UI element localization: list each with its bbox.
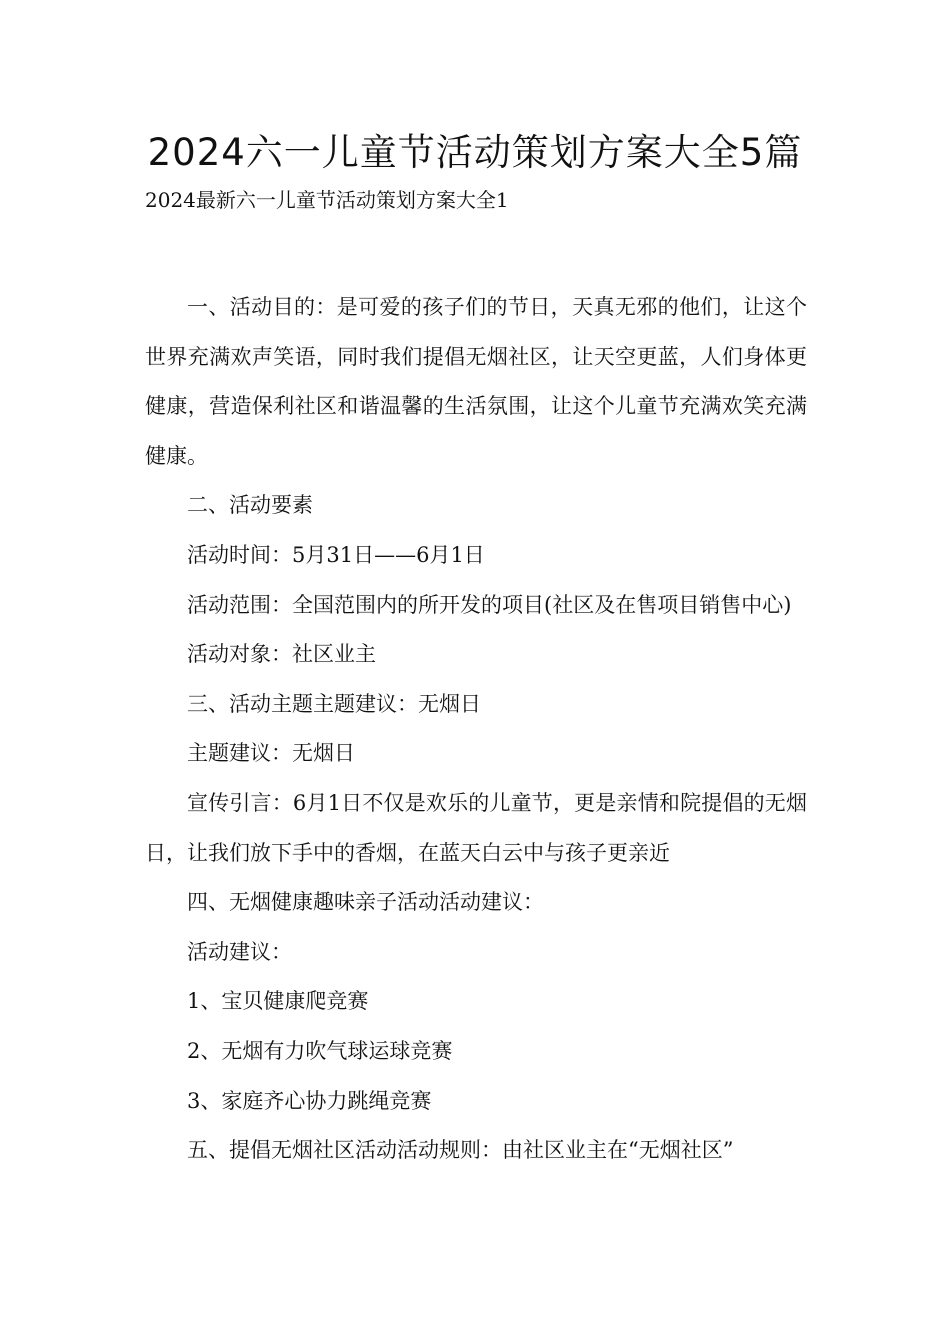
paragraph-time: 活动时间：5月31日——6月1日 xyxy=(187,542,485,567)
list-item-crawl-race: 1、宝贝健康爬竞赛 xyxy=(187,989,369,1014)
document-subtitle: 2024最新六一儿童节活动策划方案大全1 xyxy=(145,188,509,212)
paragraph-audience: 活动对象：社区业主 xyxy=(187,642,376,667)
paragraph-purpose: 一、活动目的：是可爱的孩子们的节日，天真无邪的他们，让这个世界充满欢声笑语，同时我们提倡无烟社区，让天空更蓝，人们身体更健康，营造保利社区和谐温馨的生活氛围，让这个儿童节充满欢笑充满健康。 xyxy=(145,295,807,468)
paragraph-theme-heading: 三、活动主题主题建议：无烟日 xyxy=(187,691,481,716)
paragraph-theme: 主题建议：无烟日 xyxy=(187,741,355,766)
paragraph-elements-heading: 二、活动要素 xyxy=(187,493,313,518)
paragraph-slogan: 宣传引言：6月1日不仅是欢乐的儿童节，更是亲情和院提倡的无烟日，让我们放下手中的香烟，在蓝天白云中与孩子更亲近 xyxy=(145,790,807,865)
document-body xyxy=(145,283,807,1176)
paragraph-scope: 活动范围：全国范围内的所开发的项目(社区及在售项目销售中心) xyxy=(187,592,792,617)
paragraph-rules: 五、提倡无烟社区活动活动规则：由社区业主在“无烟社区” xyxy=(187,1138,734,1163)
list-item-balloon-race: 2、无烟有力吹气球运球竞赛 xyxy=(187,1038,453,1063)
paragraph-activities-label: 活动建议： xyxy=(187,939,292,964)
paragraph-activities-heading: 四、无烟健康趣味亲子活动活动建议： xyxy=(187,890,544,915)
document-title: 2024六一儿童节活动策划方案大全5篇 xyxy=(147,131,803,174)
list-item-rope-skipping: 3、家庭齐心协力跳绳竞赛 xyxy=(187,1088,432,1113)
